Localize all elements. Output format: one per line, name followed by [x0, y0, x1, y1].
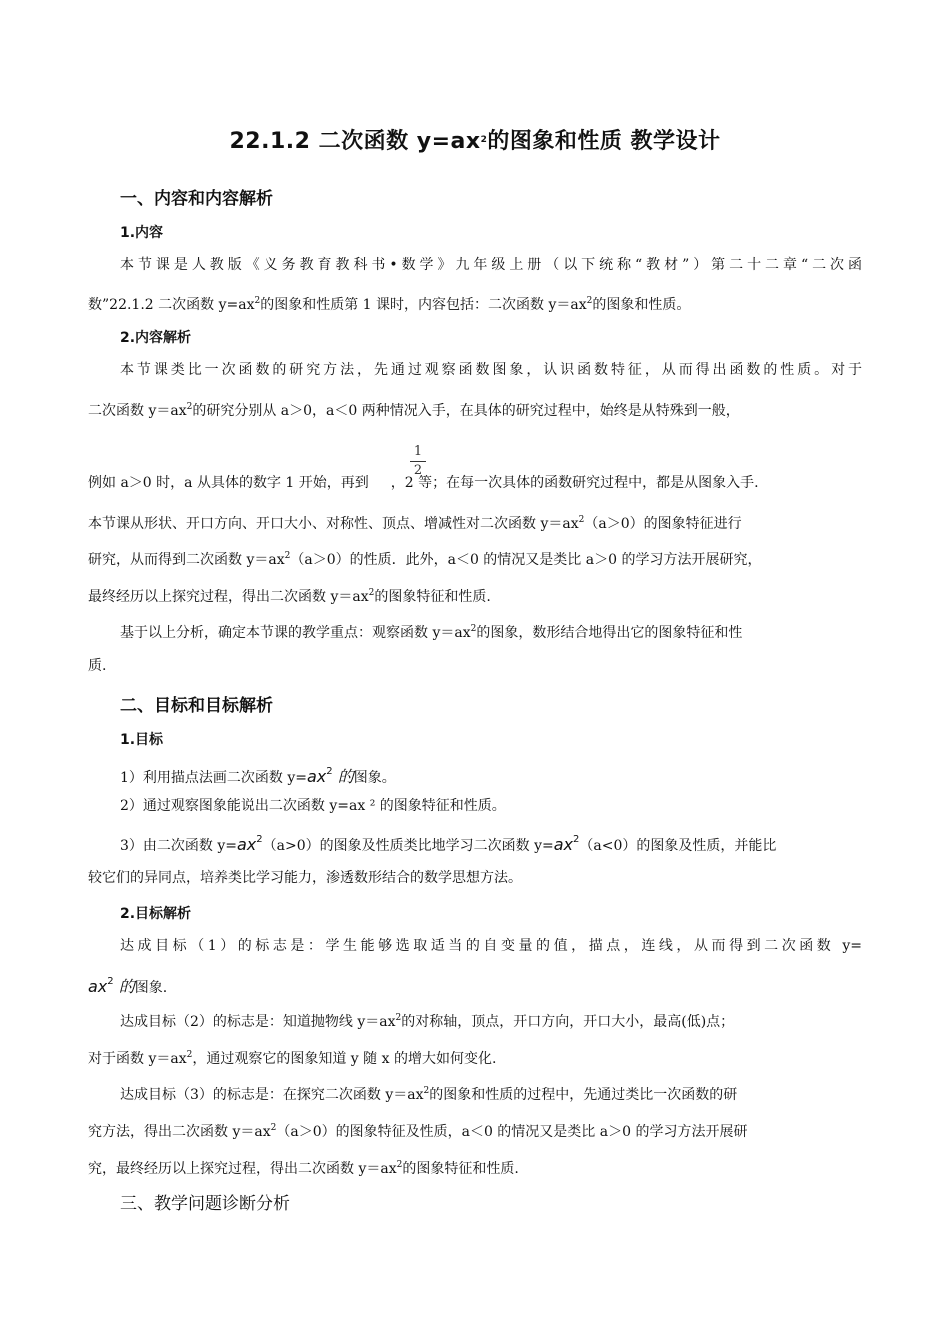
- goal-2: 2）通过观察图象能说出二次函数 y=ax ² 的图象特征和性质。: [120, 798, 506, 814]
- page-title: 22.1.2 二次函数 $y=ax^2$的图象和性质 教学设计: [229, 129, 721, 154]
- section-2-1-heading: 1.目标: [120, 732, 164, 748]
- paragraph-line: 本节课类比一次函数的研究方法，先通过观察函数图象，认识函数特征，从而得出函数的性质。对于: [120, 362, 862, 378]
- paragraph-line: 最终经历以上探究过程，得出二次函数 $y=ax^2$的图象特征和性质.: [88, 588, 491, 605]
- paragraph-line: 研究，从而得到二次函数 $y=ax^2(a>0)$的性质．此外，a＜0 的情况又是类比 a＞0 的学习方法开展研究，: [88, 551, 762, 568]
- fraction-one-half: 1 2: [410, 444, 426, 479]
- goal-3: 3）由二次函数 $y=ax^2(a>0)$的图象及性质类比地学习二次函数 $y=ax^2(a<0)$的图象及性质，并能比: [120, 834, 777, 854]
- goal-1: 1）利用描点法画二次函数 $y=ax^2$ 的图象。: [120, 766, 396, 786]
- analysis-3-end: 究，最终经历以上探究过程，得出二次函数 $y=ax^2$的图象特征和性质.: [88, 1160, 519, 1177]
- section-2-heading: 二、目标和目标解析: [120, 696, 273, 716]
- analysis-3: 达成目标（3）的标志是：在探究二次函数 $y=ax^2$的图象和性质的过程中，先通过类比一次函数的研: [120, 1086, 738, 1103]
- paragraph-line: 数”22.1.2 二次函数 $y=ax^2$的图象和性质第 1 课时，内容包括：二次函数 $y=ax^2$的图象和性质。: [88, 296, 691, 313]
- analysis-2: 达成目标（2）的标志是：知道抛物线 $y=ax^2$的对称轴，顶点，开口方向，开口大小，最高(低)点；: [120, 1013, 735, 1030]
- section-1-heading: 一、内容和内容解析: [120, 189, 273, 209]
- paragraph-line: 二次函数 $y=ax^2$的研究分别从 a＞0，a＜0 两种情况入手，在具体的研究过程中，始终是从特殊到一般，: [88, 402, 740, 419]
- analysis-1: 达成目标（1）的标志是：学生能够选取适当的自变量的值，描点，连线，从而得到二次函数 y=: [120, 938, 862, 954]
- paragraph-line: 本节课是人教版《义务教育教科书•数学》九年级上册（以下统称“教材”）第二十二章“二次函: [120, 257, 862, 273]
- paragraph-line: 质.: [88, 658, 107, 674]
- section-1-1-heading: 1.内容: [120, 225, 164, 241]
- section-3-heading: 三、教学问题诊断分析: [120, 1194, 290, 1214]
- analysis-3-continued: 究方法，得出二次函数 $y=ax^2(a>0)$的图象特征及性质，a＜0 的情况又是类比 a＞0 的学习方法开展研: [88, 1123, 748, 1140]
- paragraph-line: 基于以上分析，确定本节课的教学重点：观察函数 $y=ax^2$的图象，数形结合地得出它的图象特征和性: [120, 624, 743, 641]
- goal-3-continued: 较它们的异同点，培养类比学习能力，渗透数形结合的数学思想方法。: [88, 870, 522, 886]
- section-2-2-heading: 2.目标解析: [120, 906, 192, 922]
- analysis-1-continued: $ax^2$ 的图象.: [88, 976, 168, 996]
- analysis-2-continued: 对于函数 $y=ax^2$，通过观察它的图象知道 y 随 x 的增大如何变化.: [88, 1050, 497, 1067]
- paragraph-line: 例如 a＞0 时，a 从具体的数字 1 开始，再到 ，2 等；在每一次具体的函数研究过程中，都是从图象入手.: [88, 475, 759, 491]
- paragraph-line: 本节课从形状、开口方向、开口大小、对称性、顶点、增减性对二次函数 $y=ax^2(a>0)$的图象特征进行: [88, 515, 742, 532]
- section-1-2-heading: 2.内容解析: [120, 330, 192, 346]
